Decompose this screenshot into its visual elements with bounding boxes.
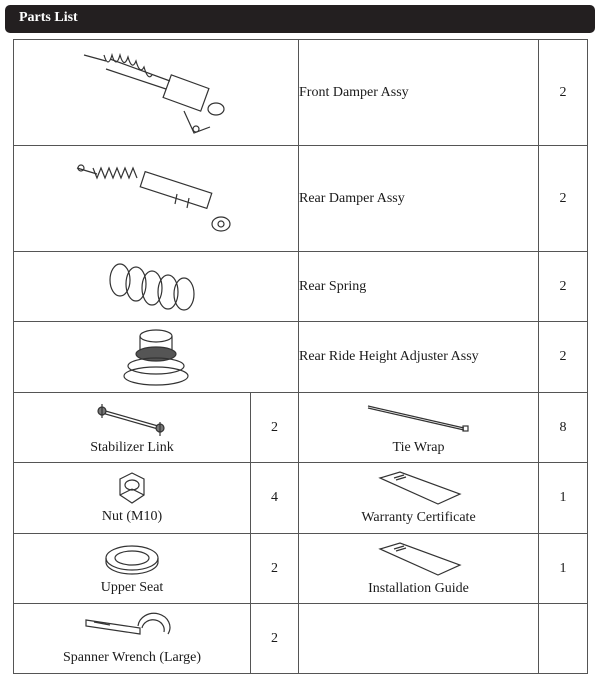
part-qty — [539, 604, 588, 674]
part-name: Rear Spring — [299, 252, 539, 322]
spanner-wrench-cell — [14, 604, 251, 674]
stabilizer-link-icon — [92, 400, 172, 438]
part-qty: 2 — [539, 252, 588, 322]
upper-seat-icon — [102, 542, 162, 578]
table-row — [14, 146, 588, 252]
rear-spring-image — [14, 252, 299, 322]
part-qty: 4 — [251, 463, 299, 534]
document-icon — [374, 470, 464, 508]
spanner-wrench-icon — [82, 612, 182, 648]
parts-list-header — [5, 5, 595, 33]
part-name: Upper Seat — [100, 579, 164, 595]
rear-damper-icon — [71, 154, 241, 244]
front-damper-icon — [76, 45, 236, 141]
part-name: Tie Wrap — [392, 439, 445, 455]
part-qty: 2 — [539, 40, 588, 146]
table-row — [14, 604, 588, 674]
part-name: Front Damper Assy — [299, 40, 539, 146]
nut-icon — [112, 471, 152, 507]
parts-table — [13, 39, 588, 674]
table-row — [14, 534, 588, 604]
table-row — [14, 322, 588, 393]
upper-seat-cell — [14, 534, 251, 604]
installation-guide-cell — [299, 534, 539, 604]
part-qty: 1 — [539, 463, 588, 534]
part-name: Stabilizer Link — [90, 439, 174, 455]
part-qty: 2 — [539, 322, 588, 393]
height-adjuster-image — [14, 322, 299, 393]
part-name: Rear Ride Height Adjuster Assy — [299, 322, 539, 393]
warranty-certificate-cell — [299, 463, 539, 534]
nut-cell — [14, 463, 251, 534]
document-icon — [374, 541, 464, 579]
part-name: Spanner Wrench (Large) — [62, 649, 202, 665]
table-row — [14, 40, 588, 146]
tie-wrap-icon — [364, 400, 474, 438]
spring-icon — [106, 260, 206, 314]
part-qty: 2 — [539, 146, 588, 252]
part-name: Rear Damper Assy — [299, 146, 539, 252]
table-row — [14, 393, 588, 463]
part-name: Warranty Certificate — [361, 510, 476, 525]
table-row — [14, 463, 588, 534]
part-qty: 8 — [539, 393, 588, 463]
stabilizer-link-cell — [14, 393, 251, 463]
table-row — [14, 252, 588, 322]
empty-cell — [299, 604, 539, 674]
front-damper-image — [14, 40, 299, 146]
height-adjuster-icon — [121, 326, 191, 388]
part-qty: 2 — [251, 393, 299, 463]
part-qty: 2 — [251, 534, 299, 604]
rear-damper-image — [14, 146, 299, 252]
part-name: Nut (M10) — [101, 509, 163, 524]
tie-wrap-cell — [299, 393, 539, 463]
part-qty: 1 — [539, 534, 588, 604]
part-qty: 2 — [251, 604, 299, 674]
part-name: Installation Guide — [368, 580, 469, 596]
parts-list-title: Parts List — [19, 10, 78, 25]
